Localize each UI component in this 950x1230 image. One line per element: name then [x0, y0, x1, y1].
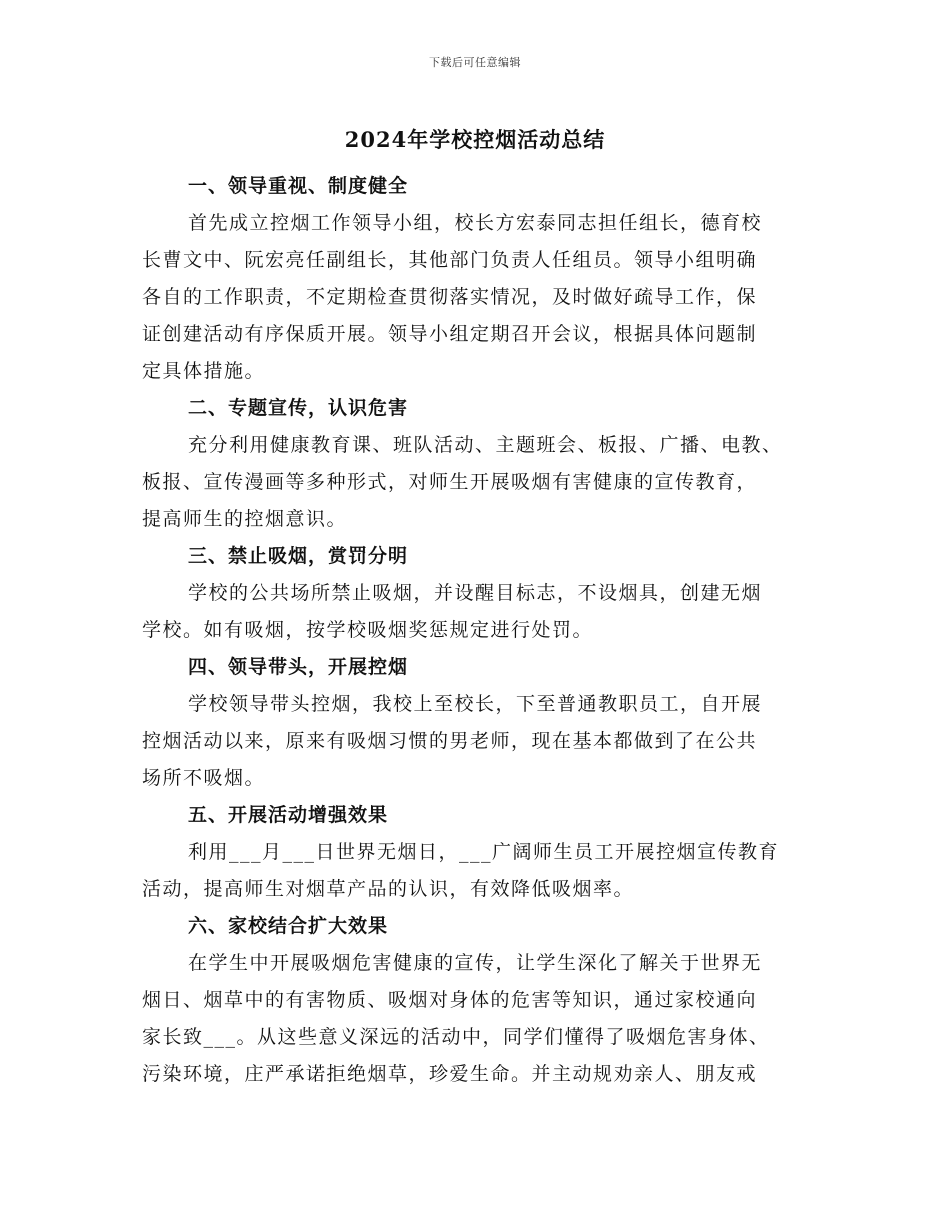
section-heading: 三、禁止吸烟，赏罚分明	[188, 545, 409, 567]
paragraph-line: 活动，提高师生对烟草产品的认识，有效降低吸烟率。	[142, 878, 635, 900]
paragraph-line: 板报、宣传漫画等多种形式，对师生开展吸烟有害健康的宣传教育，	[142, 471, 758, 493]
paragraph-line: 长曹文中、阮宏亮任副组长，其他部门负责人任组员。领导小组明确	[142, 249, 758, 271]
paragraph-line: 控烟活动以来，原来有吸烟习惯的男老师，现在基本都做到了在公共	[142, 730, 758, 752]
paragraph-line: 利用___月___日世界无烟日，___广阔师生员工开展控烟宣传教育	[188, 841, 780, 863]
paragraph-line: 学校的公共场所禁止吸烟，并设醒目标志，不设烟具，创建无烟	[188, 582, 763, 604]
document-body	[142, 168, 822, 1093]
section-heading: 四、领导带头，开展控烟	[188, 656, 409, 678]
paragraph-line: 充分利用健康教育课、班队活动、主题班会、板报、广播、电教、	[188, 434, 783, 456]
paragraph-line: 污染环境，庄严承诺拒绝烟草，珍爱生命。并主动规劝亲人、朋友戒	[142, 1063, 758, 1085]
paragraph-line: 在学生中开展吸烟危害健康的宣传，让学生深化了解关于世界无	[188, 952, 763, 974]
paragraph-line: 定具体措施。	[142, 360, 266, 382]
section-heading: 五、开展活动增强效果	[188, 804, 389, 826]
paragraph-line: 场所不吸烟。	[142, 767, 266, 789]
paragraph-line: 首先成立控烟工作领导小组，校长方宏泰同志担任组长，德育校	[188, 212, 763, 234]
section-paragraph	[142, 427, 822, 538]
section-paragraph	[142, 945, 822, 1093]
paragraph-line: 各自的工作职责，不定期检查贯彻落实情况，及时做好疏导工作，保	[142, 286, 758, 308]
paragraph-line: 烟日、烟草中的有害物质、吸烟对身体的危害等知识，通过家校通向	[142, 989, 758, 1011]
document-title: 2024年学校控烟活动总结	[344, 127, 606, 152]
paragraph-line: 提高师生的控烟意识。	[142, 508, 348, 530]
paragraph-line: 学校领导带头控烟，我校上至校长，下至普通教职员工，自开展	[188, 693, 763, 715]
section-paragraph	[142, 686, 822, 797]
paragraph-line: 学校。如有吸烟，按学校吸烟奖惩规定进行处罚。	[142, 619, 594, 641]
section-paragraph	[142, 575, 822, 649]
section-heading: 二、专题宣传，认识危害	[188, 397, 409, 419]
section-heading: 一、领导重视、制度健全	[188, 175, 409, 197]
section-heading: 六、家校结合扩大效果	[188, 915, 389, 937]
section-paragraph	[142, 834, 822, 908]
paragraph-line: 家长致___。从这些意义深远的活动中，同学们懂得了吸烟危害身体、	[142, 1026, 770, 1048]
paragraph-line: 证创建活动有序保质开展。领导小组定期召开会议，根据具体问题制	[142, 323, 758, 345]
header-note: 下载后可任意编辑	[429, 56, 521, 69]
section-paragraph	[142, 205, 822, 390]
